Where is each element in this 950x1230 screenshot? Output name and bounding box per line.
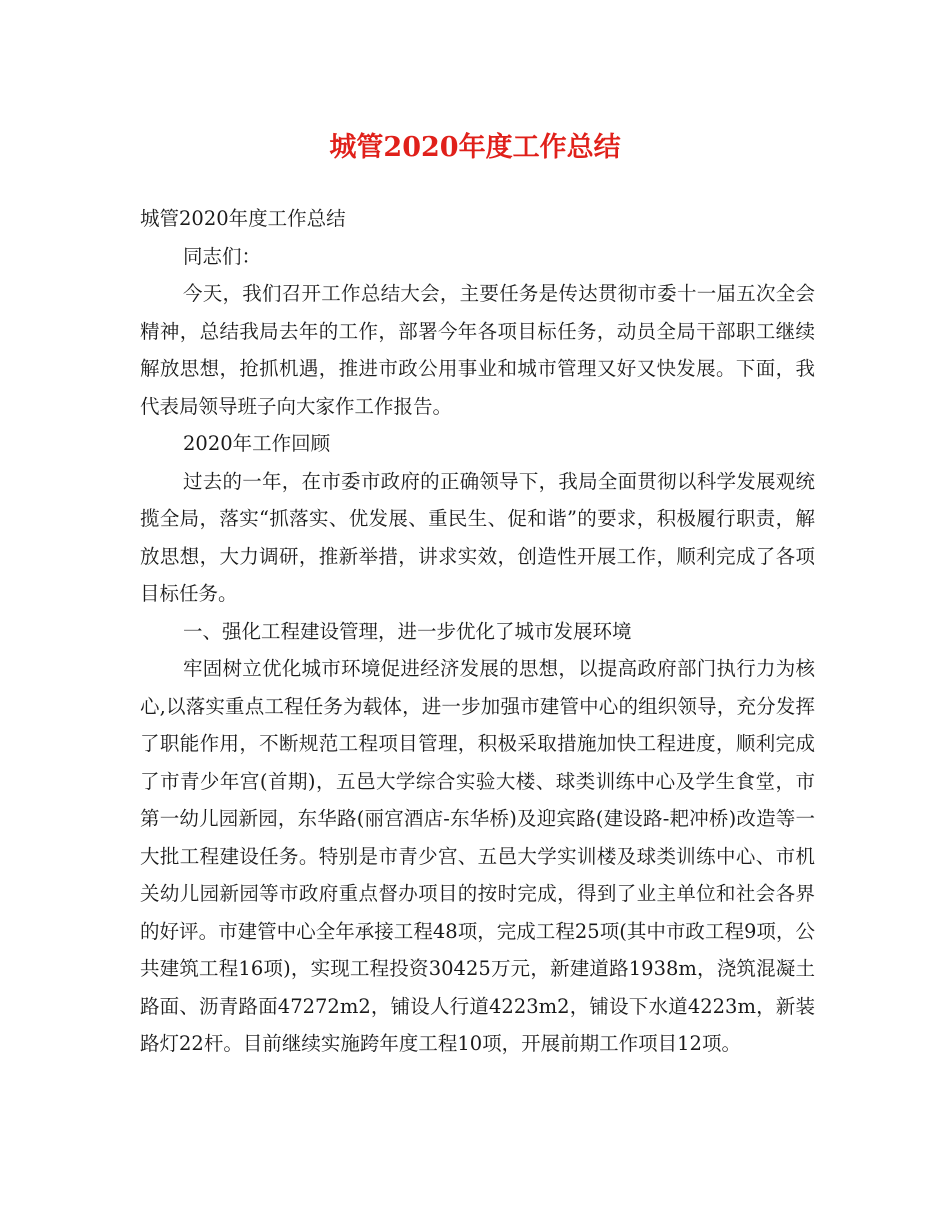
section-heading-review: 2020年工作回顾 [183, 432, 331, 455]
document-body [140, 200, 815, 1063]
salutation-paragraph: 同志们： [183, 244, 262, 268]
intro-paragraph: 今天，我们召开工作总结大会，主要任务是传达贯彻市委十一届五次全会精神，总结我局去年的工作，部署今年各项目标任务，动员全局干部职工继续解放思想，抢抓机遇，推进市政公用事业和城市管理又好又快发展。下面，我代表局领导班子向大家作工作报告。 [140, 282, 815, 418]
review-paragraph: 过去的一年，在市委市政府的正确领导下，我局全面贯彻以科学发展观统揽全局，落实“抓落实、优发展、重民生、促和谐”的要求，积极履行职责，解放思想，大力调研，推新举措，讲求实效，创造性开展工作，顺利完成了各项目标任务。 [140, 469, 815, 605]
section-heading-one: 一、强化工程建设管理，进一步优化了城市发展环境 [183, 619, 632, 643]
document-title: 城管2020年度工作总结 [329, 132, 621, 163]
construction-paragraph: 牢固树立优化城市环境促进经济发展的思想，以提高政府部门执行力为核心,以落实重点工程任务为载体，进一步加强市建管中心的组织领导，充分发挥了职能作用，不断规范工程项目管理，积极采取措施加快工程进度，顺利完成了市青少年宫(首期)，五邑大学综合实验大楼、球类训练中心及学生食堂，市第一幼儿园新园，东华路(丽宫酒店-东华桥)及迎宾路(建设路-耙冲桥)改造等一大批工程建设任务。特别是市青少宫、五邑大学实训楼及球类训练中心、市机关幼儿园新园等市政府重点督办项目的按时完成，得到了业主单位和社会各界的好评。市建管中心全年承接工程48项，完成工程25项(其中市政工程9项，公共建筑工程16项)，实现工程投资30425万元，新建道路1938m，浇筑混凝土路面、沥青路面47272m2，铺设人行道4223m2，铺设下水道4223m，新装路灯22杆。目前继续实施跨年度工程10项，开展前期工作项目12项。 [140, 657, 815, 1055]
subtitle-paragraph: 城管2020年度工作总结 [140, 207, 346, 230]
